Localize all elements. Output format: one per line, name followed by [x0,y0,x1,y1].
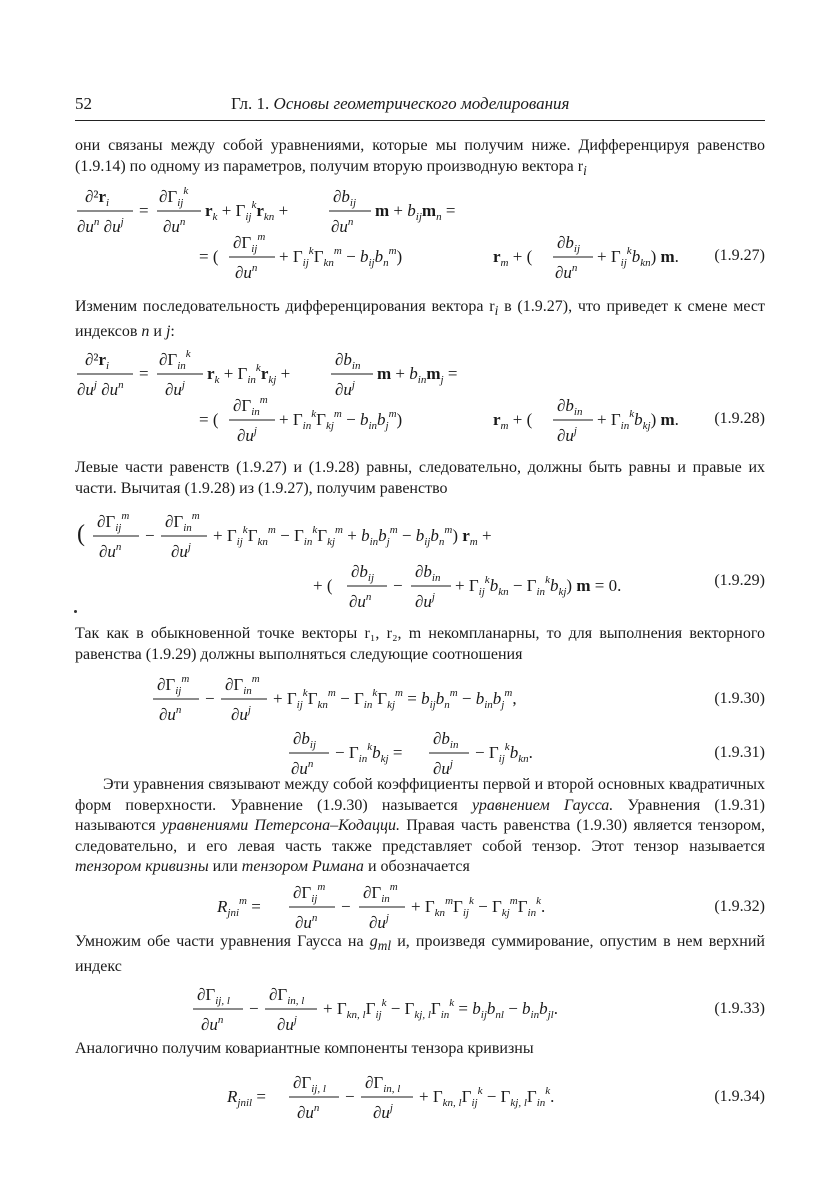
paragraph-gauss-b: Уравнения (1.9.31) называются [75,796,766,834]
paragraph-intro-sub: i [583,162,587,178]
svg-text:−: − [249,999,259,1018]
paragraph-gauss-d: и обозначается [363,858,470,875]
svg-text:− Γijkbkn.: − $\Gamma_{ij}^kb_{kn}$. [475,741,533,765]
svg-text:∂Γin, l: $\partial\Gamma_{in, l}$ [269,985,305,1007]
svg-text:∂bin: $\partial b_{in}$ [415,562,441,584]
svg-text:∂uj: $\partial u^j$ [171,541,191,561]
paragraph-reorder-end: : [170,322,175,340]
svg-text:=: = [139,201,149,220]
svg-text:∂Γinm: $\partial\Gamma_{in}^m$ [363,881,398,905]
svg-text:+ Γijkbkn) m.: + $\Gamma_{ij}^kb_{kn}$) m. [597,245,679,269]
equation-1-9-34 [75,1066,715,1126]
svg-text:∂Γij, l: $\partial\Gamma_{ij, l}$ [197,985,230,1007]
paragraph-covariant: Аналогично получим ковариантные компоненты тензора кривизны [75,1040,534,1057]
svg-text:∂Γijk: $\partial\Gamma_{ij}^k$ [159,185,189,209]
paragraph-multiply-a: Умножим обе части уравнения Гаусса на [75,933,370,950]
equation-1-9-31 [75,722,715,782]
equation-number-29: (1.9.29) [714,572,765,589]
paragraph-left-parts: Левые части равенств (1.9.27) и (1.9.28) равны, следовательно, должны быть равны и правые их части. Вычитая (1.9.28) из (1.9.27), получим равенство [75,459,765,497]
svg-text:∂Γinm: $\partial\Gamma_{in}^m$ [233,394,268,418]
svg-text:∂un: $\partial u^n$ [163,216,186,236]
svg-text:∂bij: $\partial b_{ij}$ [333,187,357,209]
svg-text:Rjnim =: $R_{jni}^m$ = [217,895,261,919]
svg-text:+ (: + ( [313,576,333,595]
svg-text:∂uj: $\partial u^j$ [237,425,257,443]
paragraph-multiply-b: и, произведя суммирование, опустим в нем верхний индекс [75,933,765,975]
svg-text:+ ΓinkΓkjm − binbjm): + $\Gamma_{in}^k\Gamma_{kj}^m - b_{in}b_j^m$) [279,408,403,432]
paragraph-gauss-or: или [208,858,242,875]
svg-text:∂un: $\partial u^n$ [235,262,258,280]
svg-text:∂un: $\partial u^n$ [159,704,182,724]
svg-text:∂uj: $\partial u^j$ [335,379,355,399]
svg-text:∂Γijm: $\partial\Gamma_{ij}^m$ [157,673,190,697]
equation-1-9-33 [75,978,715,1038]
svg-text:rm + (: $r_m$ + ( [493,410,533,432]
paragraph-intro-text: они связаны между собой уравнениями, которые мы получим ниже. Дифференцируя равенство (1.9.14) по одному из параметров, получим вторую производную вектора r [75,137,765,175]
svg-text:+ Γkn, lΓijk − Γkj, lΓink = bi: + $\Gamma_{kn, l}\Gamma_{ij}^k - \Gamma_{kj, l}\Gamma_{in}^k = b_{ij}b_{nl} - b_{in}b_{jl}$. [323,997,558,1021]
svg-text:=: = [139,364,149,383]
svg-text:∂uj: $\partial u^j$ [415,591,435,611]
svg-text:+ Γkn, lΓijk − Γkj, lΓink.: + $\Gamma_{kn, l}\Gamma_{ij}^k - \Gamma_{kj, l}\Gamma_{in}^k$. [419,1085,555,1109]
equation-1-9-28 [75,343,715,443]
svg-text:−: − [145,526,155,545]
svg-text:∂un ∂uj: $\partial u^n$ $\partial u^j$ [77,216,124,236]
equation-1-9-27 [75,180,715,280]
svg-text:m + binmj =: $m + b_{in}m_j$ = [377,364,458,386]
equation-number-34: (1.9.34) [714,1088,765,1105]
svg-text:∂bin: $\partial b_{in}$ [557,396,583,418]
svg-text:∂un: $\partial u^n$ [555,262,578,280]
paragraph-reorder-a: Изменим последовательность дифференцирования вектора r [75,298,495,315]
paragraph-noncoplanar: Так как в обыкновенной точке векторы r₁, r₂, m некомпланарны, то для выполнения векторного равенства (1.9.29) должны выполняться следующие соотношения [75,625,765,663]
svg-text:rk + Γijkrkn +: $r_k + \Gamma_{ij}^kr_{kn}$ + [205,199,289,223]
svg-text:∂un: $\partial u^n$ [99,541,122,561]
equation-number-30: (1.9.30) [714,690,765,707]
equation-number-33: (1.9.33) [714,1000,765,1017]
chapter-title: Основы геометрического моделирования [273,94,570,113]
svg-text:Rjnil =: $R_{jnil}$ = [227,1087,266,1109]
term-riemann-tensor: тензором Римана [241,858,364,875]
page-number: 52 [75,94,92,113]
svg-text:∂un: $\partial u^n$ [297,1102,320,1122]
svg-text:∂Γink: $\partial\Gamma_{in}^k$ [159,348,191,372]
svg-text:rk + Γinkrkj +: $r_k + \Gamma_{in}^kr_{kj}$ + [207,362,291,386]
svg-text:−: − [345,1087,355,1106]
svg-text:∂uj: $\partial u^j$ [373,1102,393,1122]
svg-text:∂Γijm: $\partial\Gamma_{ij}^m$ [233,231,266,255]
svg-text:= (: = ( [199,247,219,266]
svg-text:∂uj: $\partial u^j$ [433,758,453,778]
svg-text:∂bin: $\partial b_{in}$ [433,729,459,751]
equation-1-9-30 [75,668,715,728]
chapter-heading [231,94,569,114]
paragraph-gauss-a: Эти уравнения связывают между собой коэффициенты первой и второй основных квадратичных форм поверхности. Уравнение (1.9.30) называется [75,776,765,814]
svg-text:∂uj: $\partial u^j$ [369,912,389,932]
running-header [75,92,765,121]
equation-1-9-32 [75,876,715,936]
svg-text:∂un: $\partial u^n$ [349,591,372,611]
paragraph-gauss-c: Правая часть равенства (1.9.30) является тензором, следовательно, и его левая часть также представляет собой тензор. Этот тензор называется [75,817,765,855]
equation-number-31: (1.9.31) [714,744,765,761]
svg-text:−: − [341,897,351,916]
equation-1-9-29 [75,505,715,615]
svg-text:− Γinkbkj =: − $\Gamma_{in}^kb_{kj}$ = [335,741,403,765]
index-n: n [141,322,150,340]
metric-g: g [369,933,378,950]
index-j: j [165,322,171,340]
svg-text:∂uj: $\partial u^j$ [231,704,251,724]
svg-text:+ Γijkbkn − Γinkbkj) m = 0.: + $\Gamma_{ij}^kb_{kn} - \Gamma_{in}^kb_{kj}$) m = 0. [455,574,622,598]
paragraph-intro [75,136,765,181]
svg-text:= (: = ( [199,410,219,429]
svg-text:∂uj: $\partial u^j$ [165,379,185,399]
metric-g-sub: ml [377,938,392,954]
svg-text:∂bij: $\partial b_{ij}$ [293,729,317,751]
svg-text:∂Γin, l: $\partial\Gamma_{in, l}$ [365,1073,401,1095]
paragraph-reorder-sub: i [494,303,499,319]
paragraph-reorder-and: и [149,322,166,340]
svg-text:∂Γijm: $\partial\Gamma_{ij}^m$ [97,510,130,534]
term-peterson-codazzi: уравнениями Петерсона–Кодацци. [161,817,401,834]
svg-text:∂Γinm: $\partial\Gamma_{in}^m$ [225,673,260,697]
svg-text:∂uj ∂un: $\partial u^j$ $\partial u^n$ [77,379,124,399]
svg-text:+ ΓknmΓijk − ΓkjmΓink.: + $\Gamma_{kn}^m\Gamma_{ij}^k - \Gamma_{kj}^m\Gamma_{in}^k$. [411,895,546,919]
svg-text:∂bij: $\partial b_{ij}$ [557,233,581,255]
svg-text:(: ( [77,521,85,547]
svg-text:∂bin: $\partial b_{in}$ [335,350,361,372]
svg-text:−: − [393,576,403,595]
svg-text:∂²ri: $\partial^2r_i$ [85,350,110,372]
svg-text:+ Γinkbkj) m.: + $\Gamma_{in}^kb_{kj}$) m. [597,408,679,432]
svg-text:rm + (: $r_m$ + ( [493,247,533,269]
speck [74,610,77,613]
svg-text:∂uj: $\partial u^j$ [557,425,577,443]
paragraph-reorder-b: в (1.9.27), что приведет к смене мест индексов [75,298,765,340]
term-gauss: уравнением Гаусса. [471,796,614,814]
equation-number-32: (1.9.32) [714,898,765,915]
svg-text:∂²ri: $\partial^2r_i$ [85,187,110,209]
svg-text:∂Γinm: $\partial\Gamma_{in}^m$ [165,510,200,534]
svg-text:∂Γijm: $\partial\Gamma_{ij}^m$ [293,881,326,905]
svg-text:+ ΓijkΓknm − ΓinkΓkjm = bijbnm: + $\Gamma_{ij}^k\Gamma_{kn}^m - \Gamma_{in}^k\Gamma_{kj}^m = b_{ij}b_n^m - b_{in}b_j^m$, [273,687,517,711]
paragraph-reorder [75,297,765,342]
svg-text:∂un: $\partial u^n$ [295,912,318,932]
svg-text:∂un: $\partial u^n$ [201,1014,224,1034]
svg-text:∂un: $\partial u^n$ [291,758,314,778]
svg-text:+ ΓijkΓknm − bijbnm): + $\Gamma_{ij}^k\Gamma_{kn}^m - b_{ij}b_n^m$) [279,245,403,269]
equation-number-27: (1.9.27) [714,247,765,264]
paragraph-gauss [75,775,765,878]
svg-text:∂Γij, l: $\partial\Gamma_{ij, l}$ [293,1073,326,1095]
svg-text:+ ΓijkΓknm − ΓinkΓkjm + binbjm: + $\Gamma_{ij}^k\Gamma_{kn}^m - \Gamma_{in}^k\Gamma_{kj}^m + b_{in}b_j^m - b_{ij}b_n^m$) $r_m$ + [213,524,492,548]
paragraph-multiply [75,932,765,977]
svg-text:m + bijmn =: $m + b_{ij}m_n$ = [375,201,456,223]
svg-text:∂uj: $\partial u^j$ [277,1014,297,1034]
term-curvature-tensor: тензором кривизны [75,858,209,875]
svg-text:∂un: $\partial u^n$ [331,216,354,236]
chapter-label: Гл. 1. [231,94,270,113]
svg-text:∂bij: $\partial b_{ij}$ [351,562,375,584]
equation-number-28: (1.9.28) [714,410,765,427]
svg-text:−: − [205,689,215,708]
